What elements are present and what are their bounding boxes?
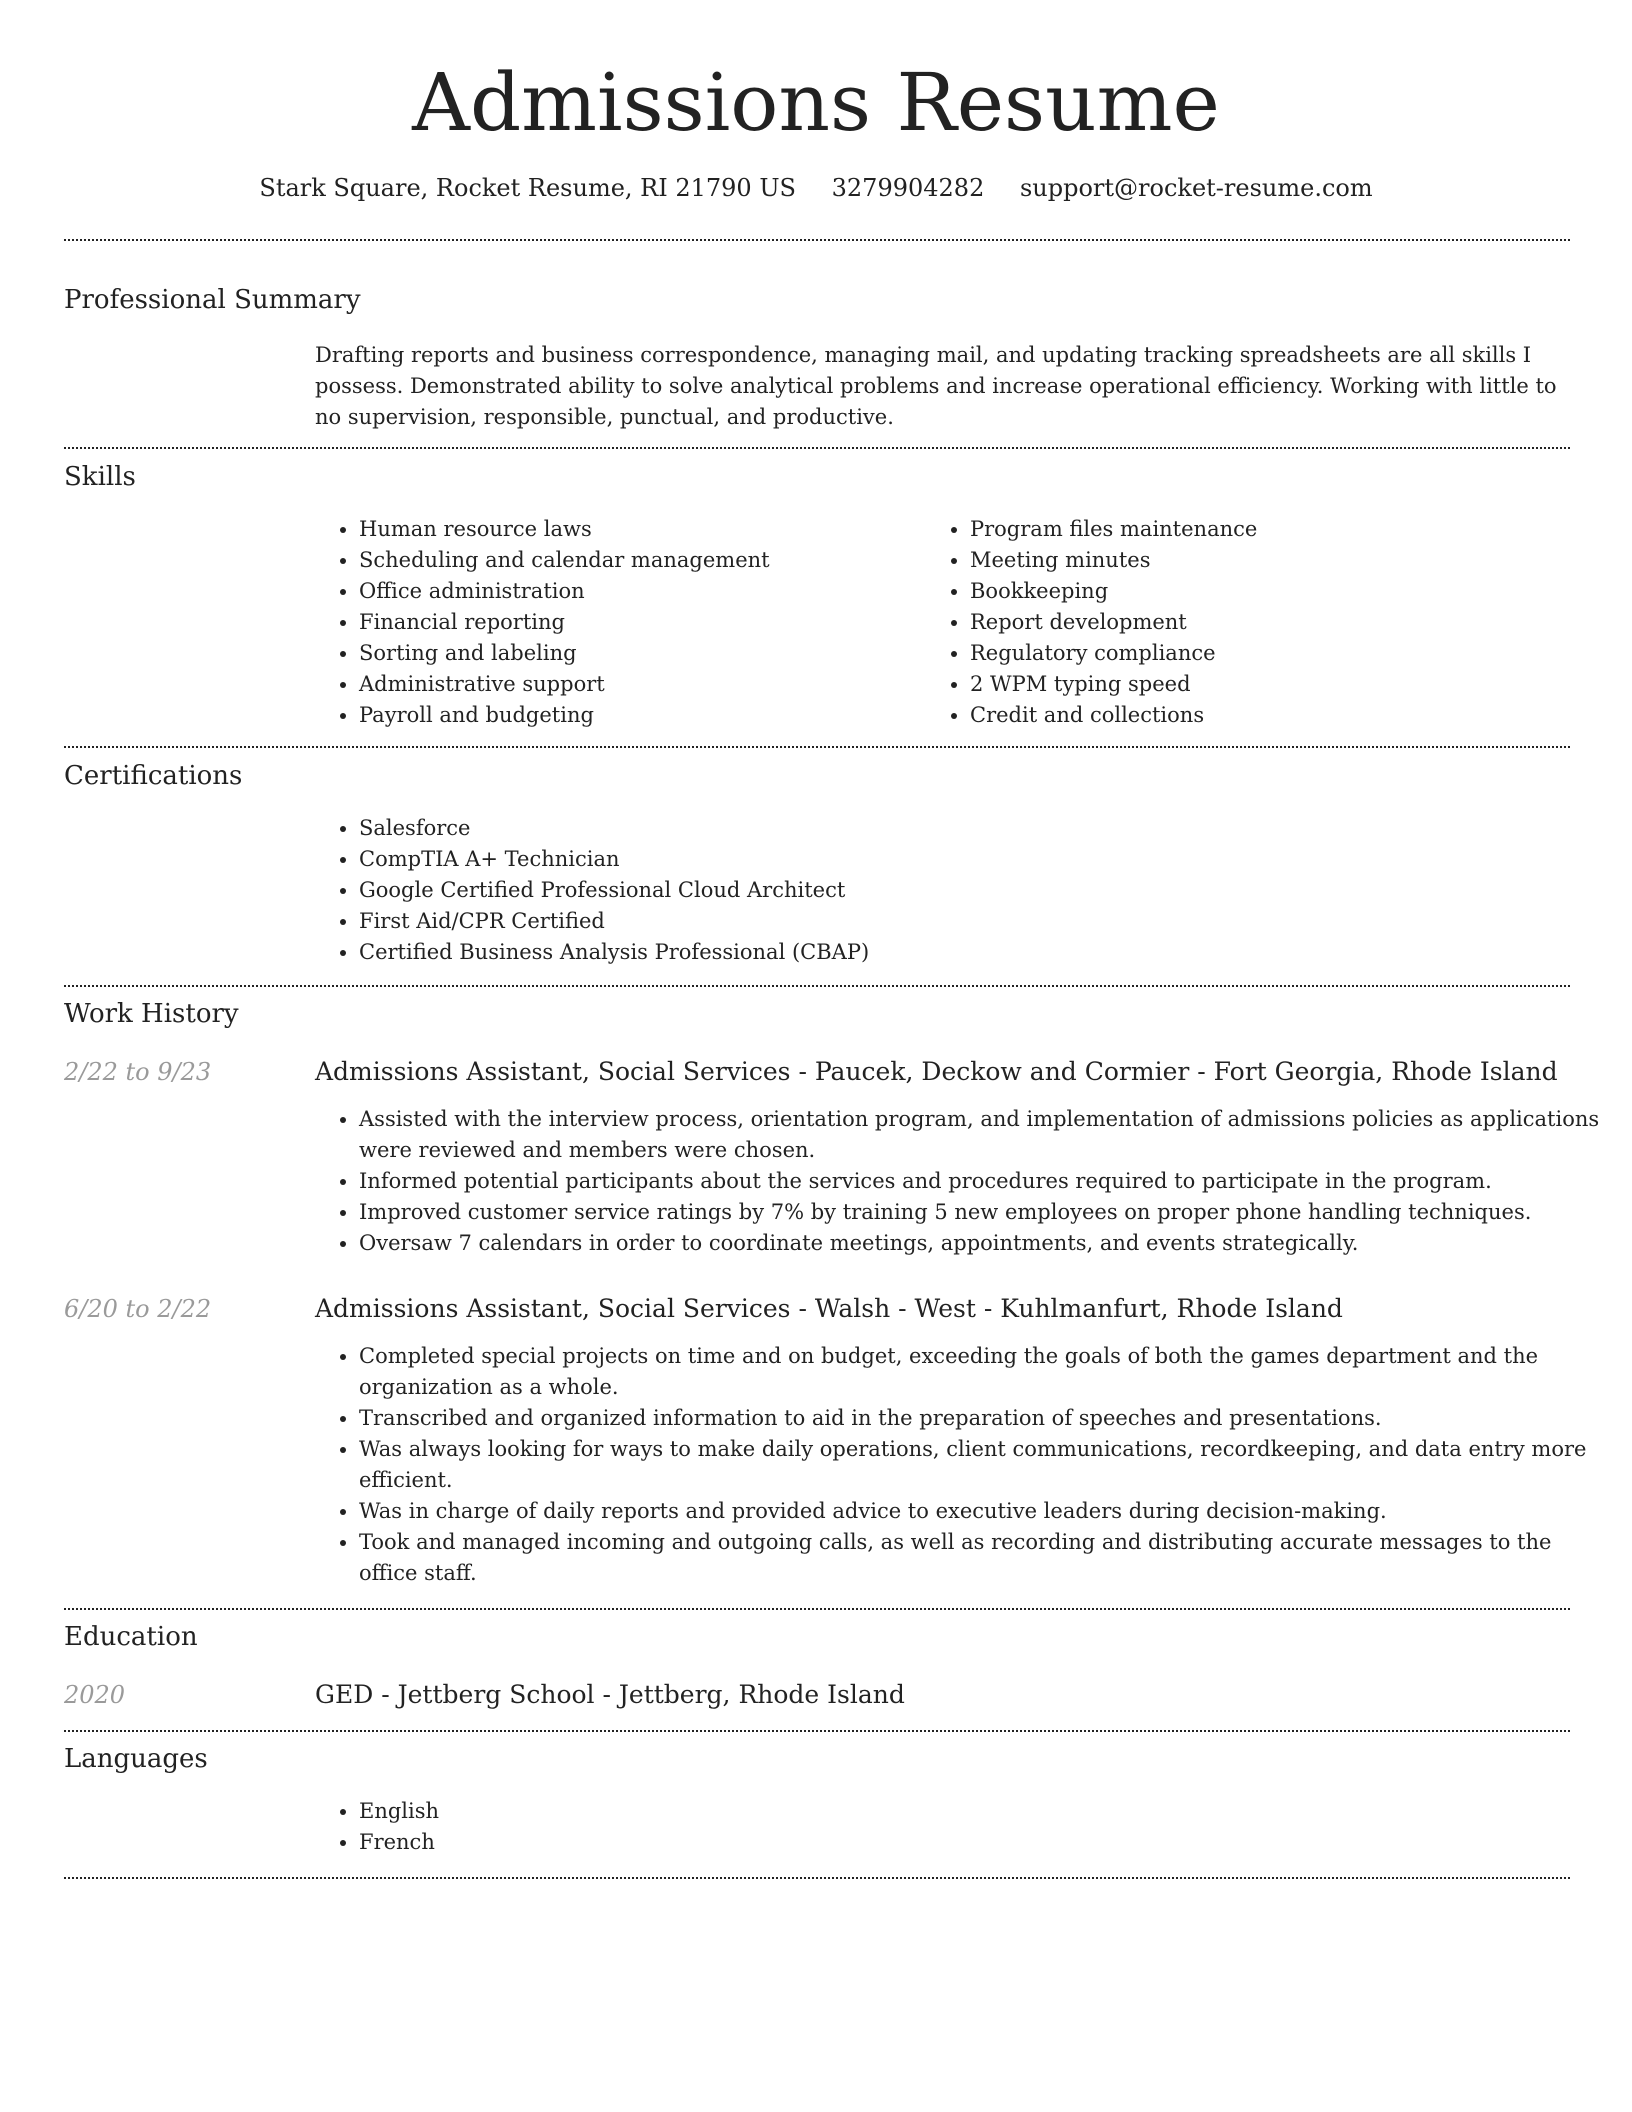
job-bullet: • Assisted with the interview process, orientation program, and implementation of admissions policies as applications were reviewed and members were chosen. <box>359 1104 1614 1166</box>
job-bullet: • Was always looking for ways to make daily operations, client communications, recordkeeping, and data entry more efficient. <box>359 1434 1614 1496</box>
job-bullet: • Oversaw 7 calendars in order to coordinate meetings, appointments, and events strategically. <box>359 1228 1614 1259</box>
language-item: • French <box>359 1827 1614 1858</box>
section-divider <box>64 985 1570 987</box>
skill-item: • Scheduling and calendar management <box>359 545 959 576</box>
section-divider <box>64 746 1570 748</box>
skill-item: • Administrative support <box>359 669 959 700</box>
skill-item: • Regulatory compliance <box>970 638 1610 669</box>
section-divider <box>64 1877 1570 1879</box>
language-item: • English <box>359 1796 1614 1827</box>
phone-text: 3279904282 <box>831 174 985 202</box>
summary-text: Drafting reports and business correspondence, managing mail, and updating tracking spreadsheets are all skills I possess. Demonstrated ability to solve analytical problems and increase operational efficiency. Working with little to no supervision, responsible, punctual, and productive. <box>315 343 1557 429</box>
job-bullet: • Took and managed incoming and outgoing calls, as well as recording and distributing accurate messages to the office staff. <box>359 1527 1614 1589</box>
certification-item: • Google Certified Professional Cloud Architect <box>359 875 1614 906</box>
resume-title: Admissions Resume <box>412 56 1220 149</box>
education-entry: GED - Jettberg School - Jettberg, Rhode Island <box>315 1680 905 1709</box>
certification-item: • Certified Business Analysis Professional (CBAP) <box>359 937 1614 968</box>
job-bullets <box>315 1341 1614 1589</box>
summary-heading: Professional Summary <box>64 285 361 315</box>
section-divider <box>64 447 1570 449</box>
skill-item: • Sorting and labeling <box>359 638 959 669</box>
certifications-heading: Certifications <box>64 761 243 791</box>
contact-line <box>0 170 1632 206</box>
skill-item: • Financial reporting <box>359 607 959 638</box>
job-bullet: • Transcribed and organized information to aid in the preparation of speeches and presentations. <box>359 1403 1614 1434</box>
education-year: 2020 <box>64 1681 126 1709</box>
skill-item: • Office administration <box>359 576 959 607</box>
certifications-list <box>315 813 1614 968</box>
languages-heading: Languages <box>64 1744 208 1774</box>
skill-item: • Credit and collections <box>970 700 1610 731</box>
skill-item: • Human resource laws <box>359 514 959 545</box>
job-bullet: • Completed special projects on time and on budget, exceeding the goals of both the games department and the organization as a whole. <box>359 1341 1614 1403</box>
skills-list-left <box>315 514 959 731</box>
job-bullet: • Was in charge of daily reports and provided advice to executive leaders during decision-making. <box>359 1496 1614 1527</box>
job-bullets <box>315 1104 1614 1259</box>
job-bullet: • Informed potential participants about the services and procedures required to participate in the program. <box>359 1166 1614 1197</box>
address-text: Stark Square, Rocket Resume, RI 21790 US <box>259 174 796 202</box>
skill-item: • Meeting minutes <box>970 545 1610 576</box>
education-heading: Education <box>64 1622 198 1652</box>
skills-list-right <box>926 514 1610 731</box>
job-title: Admissions Assistant, Social Services - Walsh - West - Kuhlmanfurt, Rhode Island <box>315 1294 1343 1323</box>
work-history-heading: Work History <box>64 999 239 1029</box>
certification-item: • First Aid/CPR Certified <box>359 906 1614 937</box>
section-divider <box>64 239 1570 241</box>
section-divider <box>64 1730 1570 1732</box>
skill-item: • Bookkeeping <box>970 576 1610 607</box>
job-bullet: • Improved customer service ratings by 7% by training 5 new employees on proper phone handling techniques. <box>359 1197 1614 1228</box>
section-divider <box>64 1608 1570 1610</box>
skills-heading: Skills <box>64 462 136 492</box>
skill-item: • 2 WPM typing speed <box>970 669 1610 700</box>
certification-item: • Salesforce <box>359 813 1614 844</box>
job-dates: 2/22 to 9/23 <box>64 1058 212 1086</box>
skill-item: • Program files maintenance <box>970 514 1610 545</box>
certification-item: • CompTIA A+ Technician <box>359 844 1614 875</box>
skill-item: • Report development <box>970 607 1610 638</box>
email-link[interactable]: support@rocket-resume.com <box>1019 174 1373 202</box>
skill-item: • Payroll and budgeting <box>359 700 959 731</box>
job-title: Admissions Assistant, Social Services - Paucek, Deckow and Cormier - Fort Georgia, Rhode Island <box>315 1057 1558 1086</box>
languages-list <box>315 1796 1614 1858</box>
job-dates: 6/20 to 2/22 <box>64 1295 212 1323</box>
